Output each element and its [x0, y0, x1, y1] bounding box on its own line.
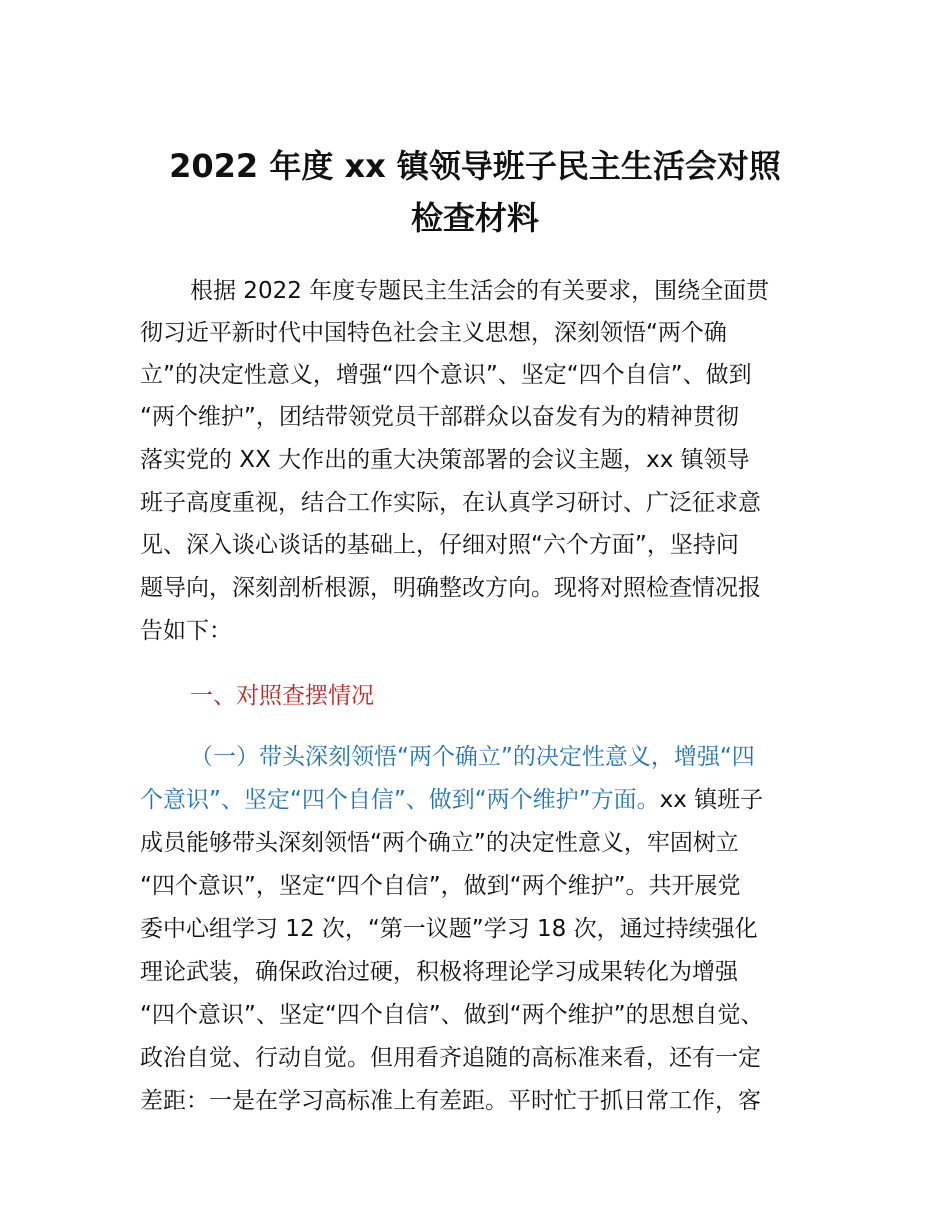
body-line: 理论武装，确保政治过硬，积极将理论学习成果转化为增强: [140, 959, 738, 985]
subsection-heading-tail: 个意识”、坚定“四个自信”、做到“两个维护”方面。: [140, 787, 660, 813]
intro-line: 告如下：: [140, 618, 232, 644]
subsection-heading-line: （一）带头深刻领悟“两个确立”的决定性意义，增强“四: [190, 744, 755, 770]
intro-line: 班子高度重视，结合工作实际，在认真学习研讨、广泛征求意: [140, 490, 761, 516]
body-line: 政治自觉、行动自觉。但用看齐追随的高标准来看，还有一定: [140, 1045, 761, 1071]
intro-line: 立”的决定性意义，增强“四个意识”、坚定“四个自信”、做到: [140, 362, 752, 388]
intro-line: 根据 2022 年度专题民主生活会的有关要求，围绕全面贯: [190, 278, 770, 304]
intro-line: 见、深入谈心谈话的基础上，仔细对照“六个方面”，坚持问: [140, 532, 739, 558]
title-line-2: 检查材料: [410, 199, 539, 237]
intro-line: 彻习近平新时代中国特色社会主义思想，深刻领悟“两个确: [140, 320, 727, 346]
body-line: “四个意识”、坚定“四个自信”、做到“两个维护”的思想自觉、: [140, 1002, 764, 1028]
body-line: 委中心组学习 12 次，“第一议题”学习 18 次，通过持续强化: [140, 916, 758, 942]
section-heading: 一、对照查摆情况: [190, 683, 374, 709]
subsection-heading-line: [140, 780, 820, 820]
intro-line: “两个维护”，团结带领党员干部群众以奋发有为的精神贯彻: [140, 404, 739, 430]
body-text-start: xx 镇班子: [659, 787, 764, 813]
body-line: “四个意识”，坚定“四个自信”，做到“两个维护”。共开展党: [140, 873, 741, 899]
body-line: 成员能够带头深刻领悟“两个确立”的决定性意义，牢固树立: [140, 830, 739, 856]
title-line-1: 2022 年度 xx 镇领导班子民主生活会对照: [169, 147, 781, 185]
intro-line: 落实党的 XX 大作出的重大决策部署的会议主题，xx 镇领导: [140, 447, 750, 473]
intro-line: 题导向，深刻剖析根源，明确整改方向。现将对照检查情况报: [140, 575, 761, 601]
body-line: 差距：一是在学习高标准上有差距。平时忙于抓日常工作，客: [140, 1088, 761, 1114]
